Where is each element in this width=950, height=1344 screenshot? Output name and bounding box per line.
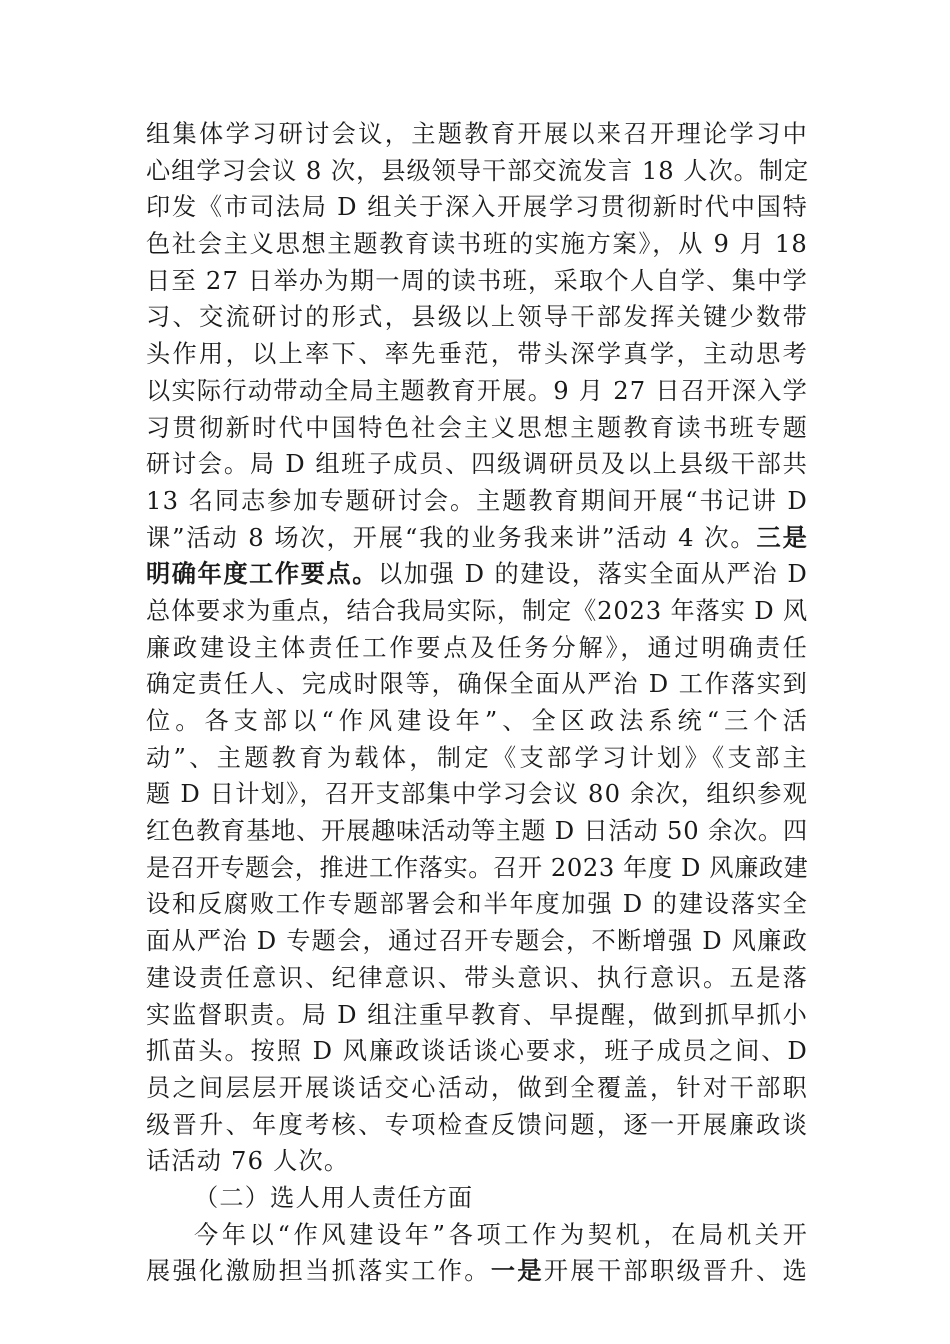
text-line [146, 886, 808, 923]
text-segment: 级晋升、年度考核、专项检查反馈问题，逐一开展廉政谈 [146, 1110, 808, 1139]
text-segment: 开展干部职级晋升、选 [543, 1257, 808, 1286]
text-line [146, 1107, 808, 1144]
text-segment: 员之间层层开展谈话交心活动，做到全覆盖，针对干部职 [146, 1073, 808, 1102]
text-segment: 抓苗头。按照 D 风廉政谈话谈心要求，班子成员之间、D [146, 1037, 808, 1066]
text-line [146, 850, 808, 887]
text-segment: 面从严治 D 专题会，通过召开专题会，不断增强 D 风廉政 [146, 927, 808, 956]
text-line [146, 299, 808, 336]
text-segment: 头作用，以上率下、率先垂范，带头深学真学，主动思考 [146, 340, 808, 369]
text-segment: 动”、主题教育为载体，制定《支部学习计划》《支部主 [146, 743, 808, 772]
text-line [146, 336, 808, 373]
bold-text-segment: 一是 [490, 1256, 544, 1286]
text-segment: 建设责任意识、纪律意识、带头意识、执行意识。五是落 [146, 963, 808, 992]
text-line [146, 1070, 808, 1107]
text-line [146, 593, 808, 630]
text-segment: 习、交流研讨的形式，县级以上领导干部发挥关键少数带 [146, 303, 808, 332]
text-line [146, 153, 808, 190]
text-segment: 日至 27 日举办为期一周的读书班，采取个人自学、集中学 [146, 266, 808, 295]
text-line [146, 373, 808, 410]
text-segment: 设和反腐败工作专题部署会和半年度加强 D 的建设落实全 [146, 890, 808, 919]
text-segment: 话活动 76 人次。 [146, 1147, 350, 1176]
text-line [146, 666, 808, 703]
bold-text-segment: 明确年度工作要点。 [146, 559, 379, 589]
text-line [146, 1033, 808, 1070]
section-heading [146, 1180, 808, 1217]
text-line [146, 116, 808, 153]
text-segment: 色社会主义思想主题教育读书班的实施方案》，从 9 月 18 [146, 230, 808, 259]
text-line [146, 263, 808, 300]
bold-text-segment: 三是 [756, 522, 808, 552]
document-body [146, 116, 808, 1290]
text-line [146, 776, 808, 813]
text-segment: 习贯彻新时代中国特色社会主义思想主题教育读书班专题 [146, 413, 808, 442]
text-line [146, 813, 808, 850]
text-segment: 以加强 D 的建设，落实全面从严治 D [378, 560, 808, 589]
text-segment: 以实际行动带动全局主题教育开展。9 月 27 日召开深入学 [146, 376, 808, 405]
text-segment: 心组学习会议 8 次，县级领导干部交流发言 18 人次。制定 [146, 156, 810, 185]
text-line [146, 410, 808, 447]
text-line [146, 556, 808, 593]
text-line [146, 226, 808, 263]
text-line [146, 1253, 808, 1290]
text-line [146, 740, 808, 777]
text-line [146, 630, 808, 667]
text-segment: 13 名同志参加专题研讨会。主题教育期间开展“书记讲 D [146, 486, 808, 515]
text-line [146, 189, 808, 226]
text-segment: 实监督职责。局 D 组注重早教育、早提醒，做到抓早抓小 [146, 1000, 808, 1029]
text-segment: 印发《市司法局 D 组关于深入开展学习贯彻新时代中国特 [146, 193, 808, 222]
text-line [146, 483, 808, 520]
text-segment: 组集体学习研讨会议，主题教育开展以来召开理论学习中 [146, 120, 808, 148]
text-line [146, 1143, 808, 1180]
text-segment: 位。各支部以“作风建设年”、全区政法系统“三个活 [146, 707, 808, 735]
text-segment: 红色教育基地、开展趣味活动等主题 D 日活动 50 余次。四 [146, 817, 808, 846]
text-segment: 确定责任人、完成时限等，确保全面从严治 D 工作落实到 [146, 670, 808, 699]
text-segment: 今年以“作风建设年”各项工作为契机，在局机关开 [194, 1220, 808, 1249]
text-segment: 是召开专题会，推进工作落实。召开 2023 年度 D 风廉政建 [146, 853, 809, 882]
text-segment: （二）选人用人责任方面 [194, 1183, 474, 1212]
text-line [146, 520, 808, 557]
text-line [146, 960, 808, 997]
text-line [146, 997, 808, 1034]
text-segment: 研讨会。局 D 组班子成员、四级调研员及以上县级干部共 [146, 450, 808, 479]
text-segment: 廉政建设主体责任工作要点及任务分解》，通过明确责任 [146, 633, 808, 662]
text-line [146, 923, 808, 960]
text-segment: 课”活动 8 场次，开展“我的业务我来讲”活动 4 次。 [146, 523, 757, 552]
text-segment: 总体要求为重点，结合我局实际，制定《2023 年落实 D 风 [146, 596, 808, 625]
text-line [146, 1217, 808, 1254]
text-line [146, 446, 808, 483]
text-segment: 展强化激励担当抓落实工作。 [146, 1257, 491, 1286]
text-line [146, 703, 808, 740]
text-segment: 题 D 日计划》，召开支部集中学习会议 80 余次，组织参观 [146, 780, 808, 809]
